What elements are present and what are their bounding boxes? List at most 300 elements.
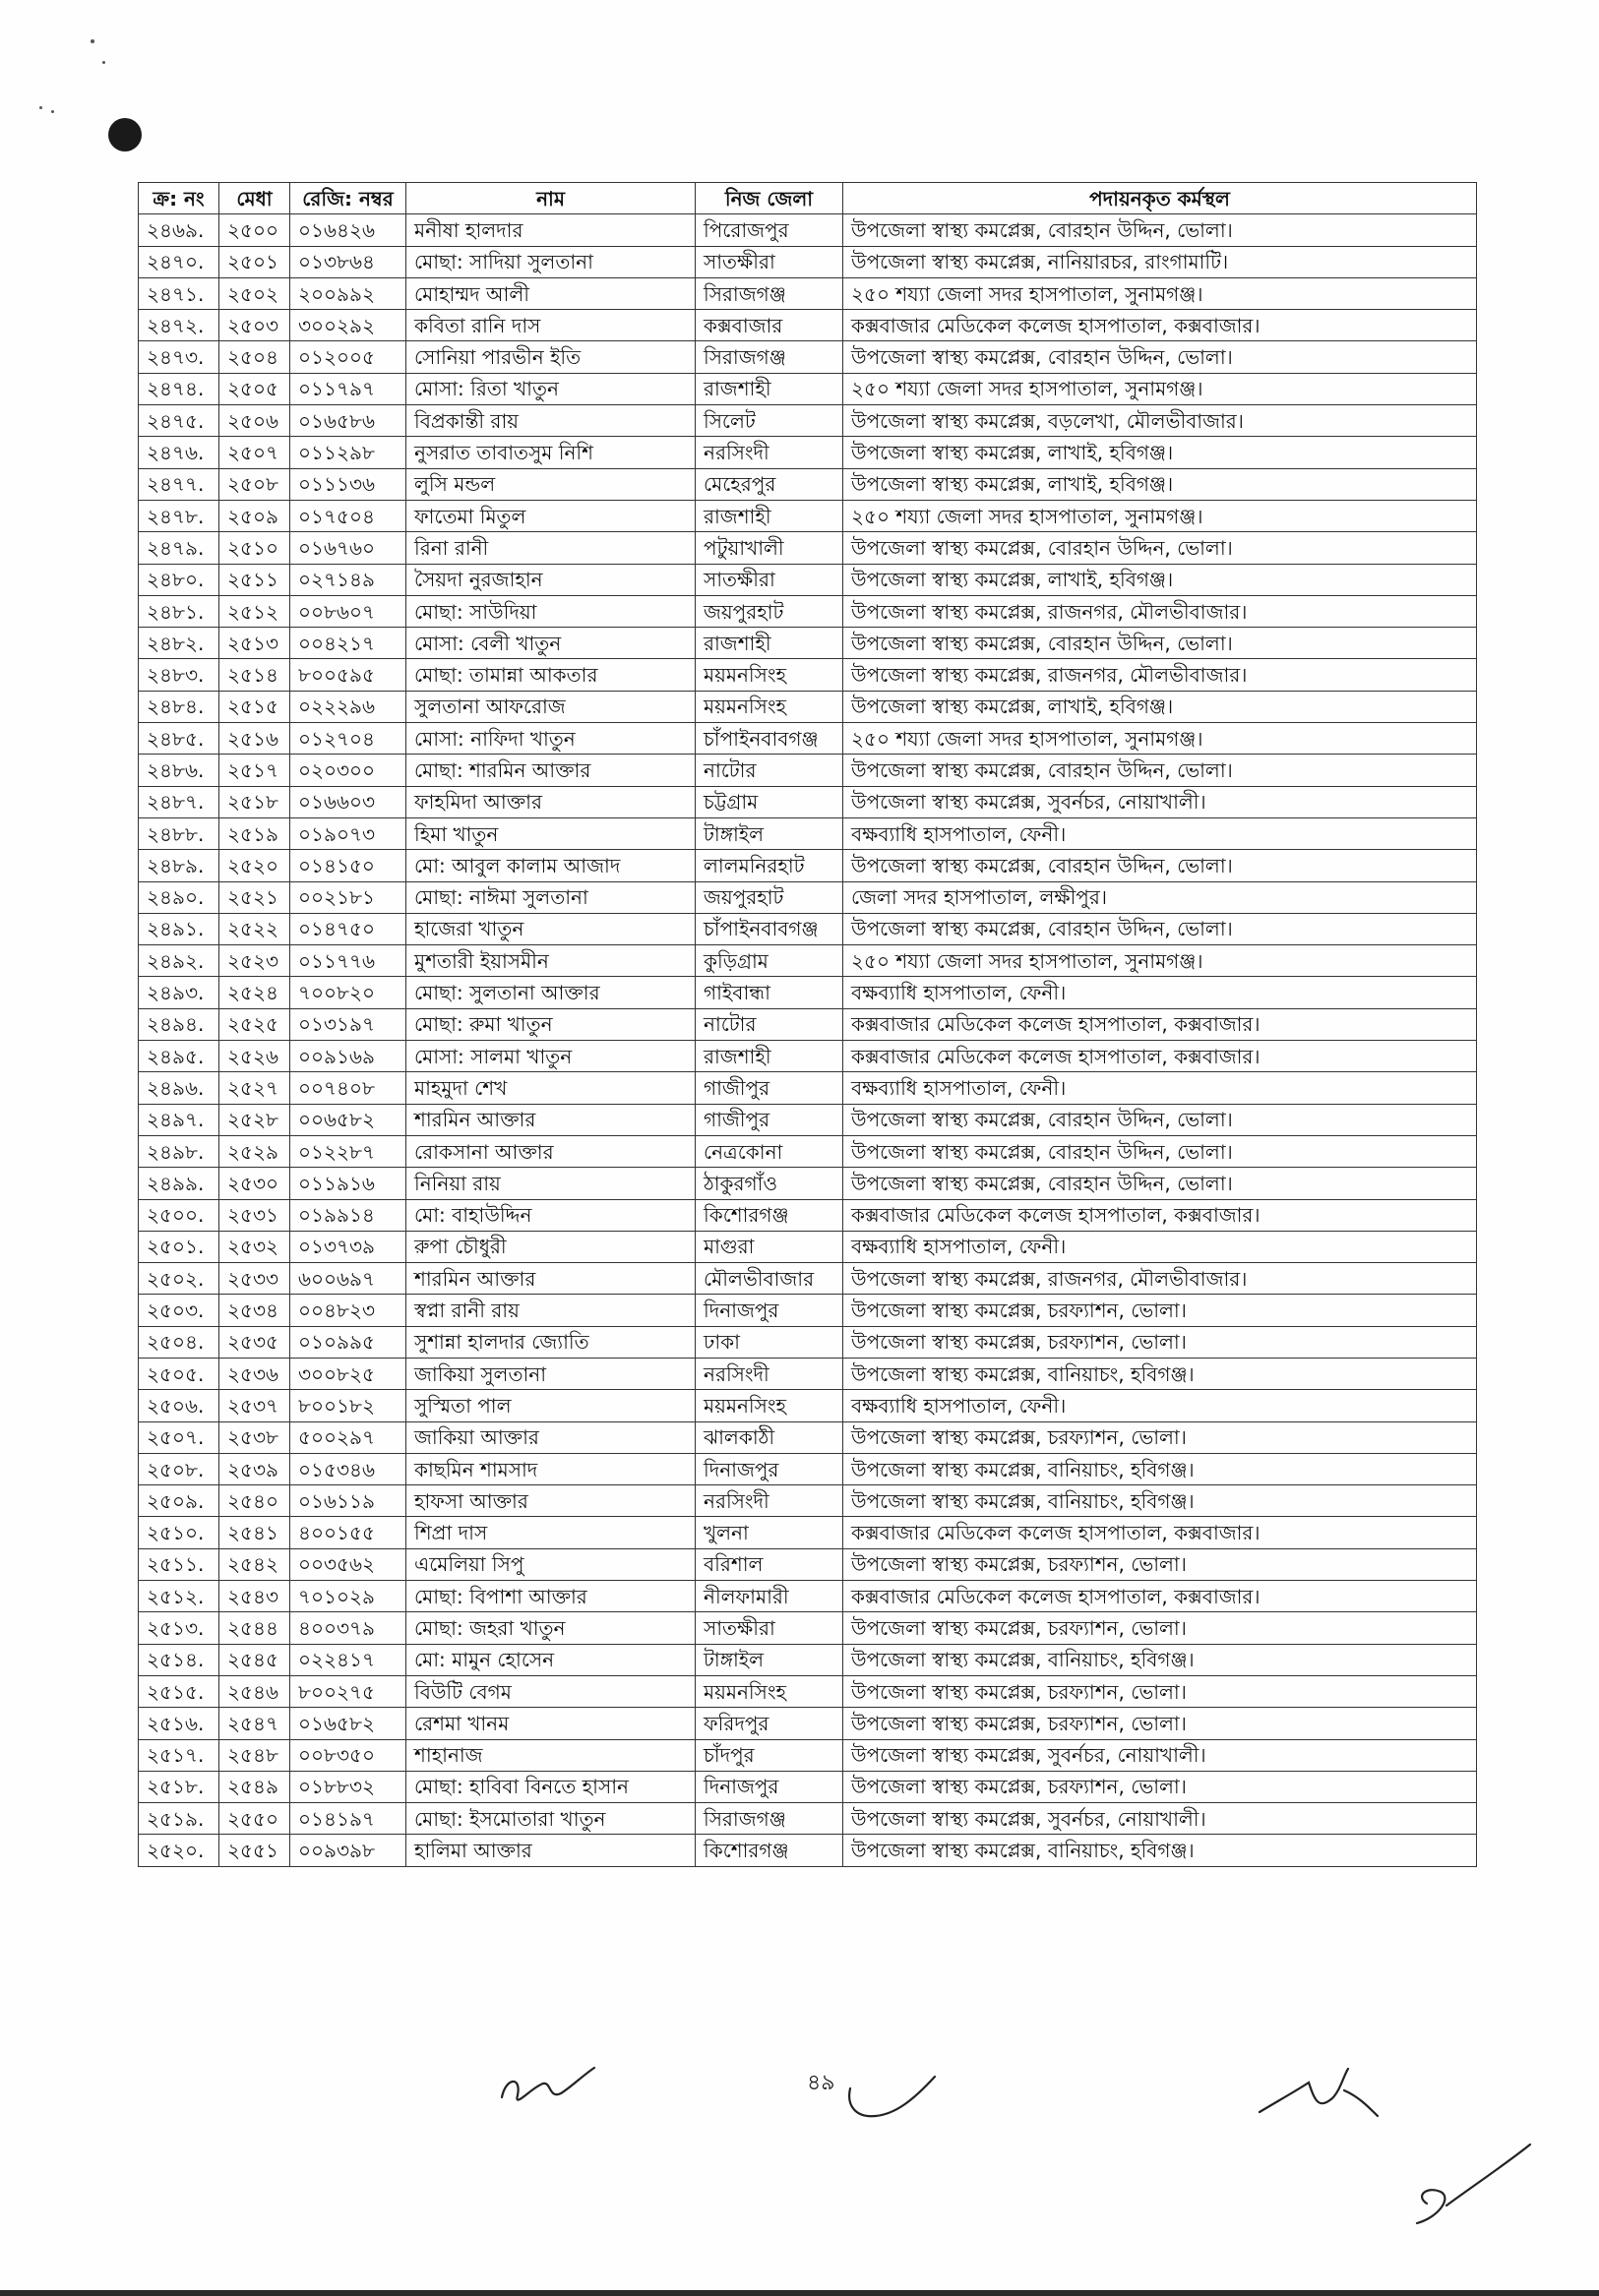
- serial-cell: ২৫১২.: [139, 1581, 219, 1612]
- name-cell: কবিতা রানি দাস: [406, 310, 696, 341]
- district-cell: সিলেট: [696, 405, 843, 437]
- table-row: [139, 1199, 1477, 1231]
- district-cell: দিনাজপুর: [696, 1771, 843, 1802]
- table-row: [139, 214, 1477, 246]
- name-cell: মোছা: নাঈমা সুলতানা: [406, 881, 696, 913]
- merit-cell: ২৫৪৬: [219, 1675, 290, 1707]
- serial-cell: ২৫১৮.: [139, 1771, 219, 1802]
- registration-cell: ০১৬১১৯: [290, 1485, 406, 1517]
- table-row: [139, 405, 1477, 437]
- table-row: [139, 1072, 1477, 1104]
- name-cell: সৈয়দা নুরজাহান: [406, 564, 696, 595]
- merit-cell: ২৫১৫: [219, 691, 290, 722]
- table-row: [139, 1421, 1477, 1453]
- serial-cell: ২৪৭১.: [139, 277, 219, 309]
- table-row: [139, 277, 1477, 309]
- registration-cell: ০০৬৫৮২: [290, 1104, 406, 1135]
- registration-cell: ০১৮৮৩২: [290, 1771, 406, 1802]
- initial-mark: [1387, 2135, 1535, 2243]
- district-cell: নরসিংদী: [696, 1358, 843, 1389]
- name-cell: হালিমা আক্তার: [406, 1835, 696, 1866]
- table-row: [139, 1612, 1477, 1644]
- posting-cell: উপজেলা স্বাস্থ্য কমপ্লেক্স, বোরহান উদ্দিন, ভোলা।: [843, 755, 1477, 786]
- district-cell: গাজীপুর: [696, 1072, 843, 1104]
- merit-cell: ২৫২৯: [219, 1135, 290, 1167]
- table-header: [139, 183, 1477, 214]
- district-cell: বরিশাল: [696, 1548, 843, 1580]
- registration-cell: ০২২৪১৭: [290, 1644, 406, 1675]
- district-cell: ফরিদপুর: [696, 1708, 843, 1739]
- registration-cell: ৪০০৩৭৯: [290, 1612, 406, 1644]
- merit-cell: ২৫৩৫: [219, 1326, 290, 1358]
- serial-cell: ২৫১৫.: [139, 1675, 219, 1707]
- name-cell: শারমিন আক্তার: [406, 1263, 696, 1295]
- table-row: [139, 500, 1477, 531]
- posting-cell: উপজেলা স্বাস্থ্য কমপ্লেক্স, চরফ্যাশন, ভোলা।: [843, 1421, 1477, 1453]
- name-cell: মনীষা হালদার: [406, 214, 696, 246]
- serial-cell: ২৪৯৫.: [139, 1041, 219, 1072]
- merit-cell: ২৫০৭: [219, 437, 290, 468]
- table-row: [139, 1453, 1477, 1484]
- registration-cell: ০১৪১৯৭: [290, 1803, 406, 1835]
- serial-cell: ২৪৮২.: [139, 628, 219, 659]
- merit-cell: ২৫০৮: [219, 468, 290, 500]
- district-cell: রাজশাহী: [696, 500, 843, 531]
- registration-cell: ০১২০০৫: [290, 341, 406, 373]
- registration-cell: ৭০০৮২০: [290, 977, 406, 1008]
- table-row: [139, 373, 1477, 404]
- registration-cell: ০১৫৩৪৬: [290, 1453, 406, 1484]
- scan-speck: [39, 106, 42, 109]
- merit-cell: ২৫৪২: [219, 1548, 290, 1580]
- district-cell: টাঙ্গাইল: [696, 817, 843, 849]
- serial-cell: ২৫০১.: [139, 1231, 219, 1262]
- registration-cell: ০২৭১৪৯: [290, 564, 406, 595]
- name-cell: মোছা: হাবিবা বিনতে হাসান: [406, 1771, 696, 1802]
- merit-cell: ২৫৩৮: [219, 1421, 290, 1453]
- name-cell: মোসা: নাফিদা খাতুন: [406, 723, 696, 755]
- serial-cell: ২৫১৭.: [139, 1739, 219, 1771]
- district-cell: দিনাজপুর: [696, 1453, 843, 1484]
- posting-cell: উপজেলা স্বাস্থ্য কমপ্লেক্স, বোরহান উদ্দিন, ভোলা।: [843, 913, 1477, 944]
- table-row: [139, 1168, 1477, 1199]
- scan-edge: [0, 2290, 1599, 2296]
- name-cell: মোছা: তামান্না আকতার: [406, 659, 696, 691]
- registration-cell: ০০৩৫৬২: [290, 1548, 406, 1580]
- district-cell: সাতক্ষীরা: [696, 1612, 843, 1644]
- registration-cell: ০১৯৯১৪: [290, 1199, 406, 1231]
- header-registration: রেজি: নম্বর: [290, 183, 406, 214]
- serial-cell: ২৫২০.: [139, 1835, 219, 1866]
- posting-cell: ২৫০ শয্যা জেলা সদর হাসপাতাল, সুনামগঞ্জ।: [843, 373, 1477, 404]
- table-row: [139, 1263, 1477, 1295]
- district-cell: ঠাকুরগাঁও: [696, 1168, 843, 1199]
- name-cell: সুস্মিতা পাল: [406, 1390, 696, 1421]
- district-cell: চট্টগ্রাম: [696, 786, 843, 817]
- name-cell: মুশতারী ইয়াসমীন: [406, 945, 696, 977]
- merit-cell: ২৫৪৭: [219, 1708, 290, 1739]
- merit-cell: ২৫২৫: [219, 1008, 290, 1040]
- registration-cell: ০১৬৪২৬: [290, 214, 406, 246]
- district-cell: জয়পুরহাট: [696, 881, 843, 913]
- district-cell: কুড়িগ্রাম: [696, 945, 843, 977]
- posting-cell: উপজেলা স্বাস্থ্য কমপ্লেক্স, রাজনগর, মৌলভীবাজার।: [843, 1263, 1477, 1295]
- name-cell: মো: মামুন হোসেন: [406, 1644, 696, 1675]
- serial-cell: ২৪৮৫.: [139, 723, 219, 755]
- scan-speck: [51, 110, 54, 113]
- name-cell: মো: বাহাউদ্দিন: [406, 1199, 696, 1231]
- district-cell: চাঁপাইনবাবগঞ্জ: [696, 723, 843, 755]
- posting-cell: উপজেলা স্বাস্থ্য কমপ্লেক্স, চরফ্যাশন, ভোলা।: [843, 1675, 1477, 1707]
- serial-cell: ২৫১০.: [139, 1517, 219, 1548]
- district-cell: নরসিংদী: [696, 1485, 843, 1517]
- posting-cell: উপজেলা স্বাস্থ্য কমপ্লেক্স, বানিয়াচং, হবিগঞ্জ।: [843, 1644, 1477, 1675]
- merit-cell: ২৫৪৯: [219, 1771, 290, 1802]
- serial-cell: ২৪৭০.: [139, 246, 219, 277]
- district-cell: মাগুরা: [696, 1231, 843, 1262]
- merit-cell: ২৫৩১: [219, 1199, 290, 1231]
- posting-table: [138, 182, 1477, 1867]
- posting-cell: উপজেলা স্বাস্থ্য কমপ্লেক্স, চরফ্যাশন, ভোলা।: [843, 1771, 1477, 1802]
- registration-cell: ০১৯০৭৩: [290, 817, 406, 849]
- merit-cell: ২৫২৬: [219, 1041, 290, 1072]
- merit-cell: ২৫৩২: [219, 1231, 290, 1262]
- merit-cell: ২৫৫১: [219, 1835, 290, 1866]
- name-cell: সোনিয়া পারভীন ইতি: [406, 341, 696, 373]
- name-cell: মোসা: সালমা খাতুন: [406, 1041, 696, 1072]
- registration-cell: ০০৪৮২৩: [290, 1295, 406, 1326]
- table-row: [139, 310, 1477, 341]
- posting-cell: উপজেলা স্বাস্থ্য কমপ্লেক্স, বোরহান উদ্দিন, ভোলা।: [843, 532, 1477, 564]
- merit-cell: ২৫৩৬: [219, 1358, 290, 1389]
- table-row: [139, 723, 1477, 755]
- merit-cell: ২৫১৯: [219, 817, 290, 849]
- signature-middle: [836, 2071, 945, 2130]
- table-row: [139, 1675, 1477, 1707]
- district-cell: লালমনিরহাট: [696, 850, 843, 881]
- header-merit: মেধা: [219, 183, 290, 214]
- district-cell: পিরোজপুর: [696, 214, 843, 246]
- merit-cell: ২৫০১: [219, 246, 290, 277]
- name-cell: মোছা: রুমা খাতুন: [406, 1008, 696, 1040]
- table-row: [139, 786, 1477, 817]
- serial-cell: ২৪৭২.: [139, 310, 219, 341]
- district-cell: ময়মনসিংহ: [696, 1390, 843, 1421]
- name-cell: সুলতানা আফরোজ: [406, 691, 696, 722]
- registration-cell: ৩০০৮২৫: [290, 1358, 406, 1389]
- posting-cell: কক্সবাজার মেডিকেল কলেজ হাসপাতাল, কক্সবাজার।: [843, 1199, 1477, 1231]
- serial-cell: ২৫০২.: [139, 1263, 219, 1295]
- posting-cell: উপজেলা স্বাস্থ্য কমপ্লেক্স, বোরহান উদ্দিন, ভোলা।: [843, 1104, 1477, 1135]
- table-row: [139, 1548, 1477, 1580]
- registration-cell: ০০৮৬০৭: [290, 595, 406, 627]
- district-cell: সিরাজগঞ্জ: [696, 341, 843, 373]
- posting-cell: উপজেলা স্বাস্থ্য কমপ্লেক্স, বোরহান উদ্দিন, ভোলা।: [843, 628, 1477, 659]
- posting-cell: কক্সবাজার মেডিকেল কলেজ হাসপাতাল, কক্সবাজার।: [843, 1517, 1477, 1548]
- serial-cell: ২৪৮৭.: [139, 786, 219, 817]
- registration-cell: ০০৭৪০৮: [290, 1072, 406, 1104]
- serial-cell: ২৫১৯.: [139, 1803, 219, 1835]
- district-cell: মৌলভীবাজার: [696, 1263, 843, 1295]
- table-row: [139, 437, 1477, 468]
- serial-cell: ২৫০৩.: [139, 1295, 219, 1326]
- name-cell: মোছা: জহরা খাতুন: [406, 1612, 696, 1644]
- serial-cell: ২৪৬৯.: [139, 214, 219, 246]
- merit-cell: ২৫২৩: [219, 945, 290, 977]
- registration-cell: ০১৩৮৬৪: [290, 246, 406, 277]
- merit-cell: ২৫১১: [219, 564, 290, 595]
- registration-cell: ৮০০১৮২: [290, 1390, 406, 1421]
- merit-cell: ২৫৪১: [219, 1517, 290, 1548]
- registration-cell: ০১১২৯৮: [290, 437, 406, 468]
- district-cell: মেহেরপুর: [696, 468, 843, 500]
- registration-cell: ০০৯১৬৯: [290, 1041, 406, 1072]
- serial-cell: ২৫০৯.: [139, 1485, 219, 1517]
- merit-cell: ২৫৩৭: [219, 1390, 290, 1421]
- serial-cell: ২৪৮১.: [139, 595, 219, 627]
- merit-cell: ২৫৪৮: [219, 1739, 290, 1771]
- name-cell: মোহাম্মদ আলী: [406, 277, 696, 309]
- registration-cell: ৭০১০২৯: [290, 1581, 406, 1612]
- registration-cell: ০১২৭০৪: [290, 723, 406, 755]
- posting-cell: উপজেলা স্বাস্থ্য কমপ্লেক্স, চরফ্যাশন, ভোলা।: [843, 1548, 1477, 1580]
- table-row: [139, 817, 1477, 849]
- merit-cell: ২৫০৬: [219, 405, 290, 437]
- posting-cell: উপজেলা স্বাস্থ্য কমপ্লেক্স, বোরহান উদ্দিন, ভোলা।: [843, 341, 1477, 373]
- registration-cell: ৮০০৫৯৫: [290, 659, 406, 691]
- registration-cell: ০১১১৩৬: [290, 468, 406, 500]
- posting-cell: উপজেলা স্বাস্থ্য কমপ্লেক্স, চরফ্যাশন, ভোলা।: [843, 1612, 1477, 1644]
- serial-cell: ২৪৯১.: [139, 913, 219, 944]
- posting-cell: বক্ষব্যাধি হাসপাতাল, ফেনী।: [843, 817, 1477, 849]
- registration-cell: ০০৯৩৯৮: [290, 1835, 406, 1866]
- serial-cell: ২৫০৪.: [139, 1326, 219, 1358]
- name-cell: হাফসা আক্তার: [406, 1485, 696, 1517]
- merit-cell: ২৫২৮: [219, 1104, 290, 1135]
- registration-cell: ০১৬৬০৩: [290, 786, 406, 817]
- name-cell: শাহানাজ: [406, 1739, 696, 1771]
- registration-cell: ০১৪৭৫০: [290, 913, 406, 944]
- merit-cell: ২৫৫০: [219, 1803, 290, 1835]
- serial-cell: ২৫০৫.: [139, 1358, 219, 1389]
- registration-cell: ০২২২৯৬: [290, 691, 406, 722]
- district-cell: কিশোরগঞ্জ: [696, 1199, 843, 1231]
- table-row: [139, 1135, 1477, 1167]
- table-row: [139, 564, 1477, 595]
- serial-cell: ২৫১৪.: [139, 1644, 219, 1675]
- district-cell: গাইবান্ধা: [696, 977, 843, 1008]
- name-cell: মোসা: বেলী খাতুন: [406, 628, 696, 659]
- name-cell: রেশমা খানম: [406, 1708, 696, 1739]
- district-cell: নেত্রকোনা: [696, 1135, 843, 1167]
- posting-cell: কক্সবাজার মেডিকেল কলেজ হাসপাতাল, কক্সবাজার।: [843, 1041, 1477, 1072]
- registration-cell: ০১১৭৭৬: [290, 945, 406, 977]
- merit-cell: ২৫০২: [219, 277, 290, 309]
- table-row: [139, 945, 1477, 977]
- district-cell: রাজশাহী: [696, 373, 843, 404]
- district-cell: ঝালকাঠী: [696, 1421, 843, 1453]
- district-cell: দিনাজপুর: [696, 1295, 843, 1326]
- registration-cell: ২০০৯৯২: [290, 277, 406, 309]
- name-cell: মোছা: ইসমোতারা খাতুন: [406, 1803, 696, 1835]
- registration-cell: ০০৮৩৫০: [290, 1739, 406, 1771]
- name-cell: মোছা: সাদিয়া সুলতানা: [406, 246, 696, 277]
- name-cell: হাজেরা খাতুন: [406, 913, 696, 944]
- merit-cell: ২৫১৪: [219, 659, 290, 691]
- posting-cell: উপজেলা স্বাস্থ্য কমপ্লেক্স, বোরহান উদ্দিন, ভোলা।: [843, 1168, 1477, 1199]
- district-cell: খুলনা: [696, 1517, 843, 1548]
- district-cell: সাতক্ষীরা: [696, 564, 843, 595]
- merit-cell: ২৫৪৩: [219, 1581, 290, 1612]
- merit-cell: ২৫৪০: [219, 1485, 290, 1517]
- district-cell: সিরাজগঞ্জ: [696, 1803, 843, 1835]
- header-posting-place: পদায়নকৃত কর্মস্থল: [843, 183, 1477, 214]
- posting-cell: উপজেলা স্বাস্থ্য কমপ্লেক্স, বানিয়াচং, হবিগঞ্জ।: [843, 1485, 1477, 1517]
- merit-cell: ২৫১৮: [219, 786, 290, 817]
- name-cell: জাকিয়া আক্তার: [406, 1421, 696, 1453]
- registration-cell: ৫০০২৯৭: [290, 1421, 406, 1453]
- district-cell: নাটোর: [696, 1008, 843, 1040]
- signature-left: [492, 2058, 610, 2117]
- posting-cell: উপজেলা স্বাস্থ্য কমপ্লেক্স, চরফ্যাশন, ভোলা।: [843, 1708, 1477, 1739]
- serial-cell: ২৪৯৮.: [139, 1135, 219, 1167]
- posting-cell: উপজেলা স্বাস্থ্য কমপ্লেক্স, চরফ্যাশন, ভোলা।: [843, 1295, 1477, 1326]
- registration-cell: ৮০০২৭৫: [290, 1675, 406, 1707]
- registration-cell: ০১১৭৯৭: [290, 373, 406, 404]
- header-home-district: নিজ জেলা: [696, 183, 843, 214]
- table-row: [139, 1803, 1477, 1835]
- merit-cell: ২৫১০: [219, 532, 290, 564]
- serial-cell: ২৪৭৭.: [139, 468, 219, 500]
- table-row: [139, 850, 1477, 881]
- header-name: নাম: [406, 183, 696, 214]
- table-row: [139, 881, 1477, 913]
- table-row: [139, 468, 1477, 500]
- name-cell: রুপা চৌধুরী: [406, 1231, 696, 1262]
- posting-cell: বক্ষব্যাধি হাসপাতাল, ফেনী।: [843, 977, 1477, 1008]
- merit-cell: ২৫৪৪: [219, 1612, 290, 1644]
- name-cell: রিনা রানী: [406, 532, 696, 564]
- district-cell: ঢাকা: [696, 1326, 843, 1358]
- table-row: [139, 595, 1477, 627]
- serial-cell: ২৫১৩.: [139, 1612, 219, 1644]
- scan-speck: [91, 39, 94, 43]
- posting-cell: উপজেলা স্বাস্থ্য কমপ্লেক্স, নানিয়ারচর, রাংগামাটি।: [843, 246, 1477, 277]
- merit-cell: ২৫১৬: [219, 723, 290, 755]
- district-cell: কক্সবাজার: [696, 310, 843, 341]
- posting-cell: বক্ষব্যাধি হাসপাতাল, ফেনী।: [843, 1072, 1477, 1104]
- serial-cell: ২৪৯৯.: [139, 1168, 219, 1199]
- name-cell: বিউটি বেগম: [406, 1675, 696, 1707]
- table-row: [139, 659, 1477, 691]
- merit-cell: ২৫১২: [219, 595, 290, 627]
- table-row: [139, 246, 1477, 277]
- table-row: [139, 1771, 1477, 1802]
- posting-cell: উপজেলা স্বাস্থ্য কমপ্লেক্স, বানিয়াচং, হবিগঞ্জ।: [843, 1358, 1477, 1389]
- posting-cell: কক্সবাজার মেডিকেল কলেজ হাসপাতাল, কক্সবাজার।: [843, 1008, 1477, 1040]
- name-cell: এমেলিয়া সিপু: [406, 1548, 696, 1580]
- serial-cell: ২৫১১.: [139, 1548, 219, 1580]
- table-row: [139, 1008, 1477, 1040]
- table-row: [139, 341, 1477, 373]
- posting-cell: উপজেলা স্বাস্থ্য কমপ্লেক্স, বোরহান উদ্দিন, ভোলা।: [843, 1135, 1477, 1167]
- posting-cell: কক্সবাজার মেডিকেল কলেজ হাসপাতাল, কক্সবাজার।: [843, 310, 1477, 341]
- serial-cell: ২৪৮৩.: [139, 659, 219, 691]
- district-cell: গাজীপুর: [696, 1104, 843, 1135]
- posting-cell: উপজেলা স্বাস্থ্য কমপ্লেক্স, বানিয়াচং, হবিগঞ্জ।: [843, 1453, 1477, 1484]
- merit-cell: ২৫৪৫: [219, 1644, 290, 1675]
- merit-cell: ২৫৩৯: [219, 1453, 290, 1484]
- registration-cell: ০১৬৫৮২: [290, 1708, 406, 1739]
- merit-cell: ২৫১৭: [219, 755, 290, 786]
- registration-cell: ০১৩১৯৭: [290, 1008, 406, 1040]
- serial-cell: ২৪৭৯.: [139, 532, 219, 564]
- posting-cell: উপজেলা স্বাস্থ্য কমপ্লেক্স, রাজনগর, মৌলভীবাজার।: [843, 595, 1477, 627]
- district-cell: পটুয়াখালী: [696, 532, 843, 564]
- merit-cell: ২৫২৪: [219, 977, 290, 1008]
- posting-cell: উপজেলা স্বাস্থ্য কমপ্লেক্স, লাখাই, হবিগঞ্জ।: [843, 564, 1477, 595]
- header-serial: ক্র: নং: [139, 183, 219, 214]
- posting-cell: উপজেলা স্বাস্থ্য কমপ্লেক্স, চরফ্যাশন, ভোলা।: [843, 1326, 1477, 1358]
- posting-cell: বক্ষব্যাধি হাসপাতাল, ফেনী।: [843, 1231, 1477, 1262]
- serial-cell: ২৪৮০.: [139, 564, 219, 595]
- table-row: [139, 977, 1477, 1008]
- serial-cell: ২৪৮৯.: [139, 850, 219, 881]
- merit-cell: ২৫৩৪: [219, 1295, 290, 1326]
- registration-cell: ০০২১৮১: [290, 881, 406, 913]
- table-row: [139, 1390, 1477, 1421]
- scan-speck: [102, 61, 105, 64]
- merit-cell: ২৫৩৩: [219, 1263, 290, 1295]
- serial-cell: ২৪৭৮.: [139, 500, 219, 531]
- posting-cell: বক্ষব্যাধি হাসপাতাল, ফেনী।: [843, 1390, 1477, 1421]
- merit-cell: ২৫০৯: [219, 500, 290, 531]
- registration-cell: ৬০০৬৯৭: [290, 1263, 406, 1295]
- table-row: [139, 1231, 1477, 1262]
- merit-cell: ২৫২১: [219, 881, 290, 913]
- table-row: [139, 1581, 1477, 1612]
- name-cell: নুসরাত তাবাতসুম নিশি: [406, 437, 696, 468]
- name-cell: মাহমুদা শেখ: [406, 1072, 696, 1104]
- posting-cell: উপজেলা স্বাস্থ্য কমপ্লেক্স, লাখাই, হবিগঞ্জ।: [843, 691, 1477, 722]
- district-cell: নাটোর: [696, 755, 843, 786]
- name-cell: ফাতেমা মিতুল: [406, 500, 696, 531]
- merit-cell: ২৫০৫: [219, 373, 290, 404]
- table-row: [139, 755, 1477, 786]
- registration-cell: ০১১৯১৬: [290, 1168, 406, 1199]
- name-cell: রোকসানা আক্তার: [406, 1135, 696, 1167]
- registration-cell: ০১৬৭৬০: [290, 532, 406, 564]
- name-cell: শিপ্রা দাস: [406, 1517, 696, 1548]
- serial-cell: ২৫১৬.: [139, 1708, 219, 1739]
- registration-cell: ০১৪১৫০: [290, 850, 406, 881]
- table-row: [139, 1739, 1477, 1771]
- registration-cell: ০১৭৫০৪: [290, 500, 406, 531]
- table-row: [139, 1358, 1477, 1389]
- punch-hole: [108, 118, 142, 151]
- district-cell: চাঁপাইনবাবগঞ্জ: [696, 913, 843, 944]
- district-cell: সিরাজগঞ্জ: [696, 277, 843, 309]
- posting-cell: উপজেলা স্বাস্থ্য কমপ্লেক্স, রাজনগর, মৌলভীবাজার।: [843, 659, 1477, 691]
- district-cell: নরসিংদী: [696, 437, 843, 468]
- name-cell: মোসা: রিতা খাতুন: [406, 373, 696, 404]
- registration-cell: ০১০৯৯৫: [290, 1326, 406, 1358]
- table-row: [139, 1041, 1477, 1072]
- table-body: [139, 214, 1477, 1866]
- serial-cell: ২৫০০.: [139, 1199, 219, 1231]
- merit-cell: ২৫৩০: [219, 1168, 290, 1199]
- registration-cell: ০২০৩০০: [290, 755, 406, 786]
